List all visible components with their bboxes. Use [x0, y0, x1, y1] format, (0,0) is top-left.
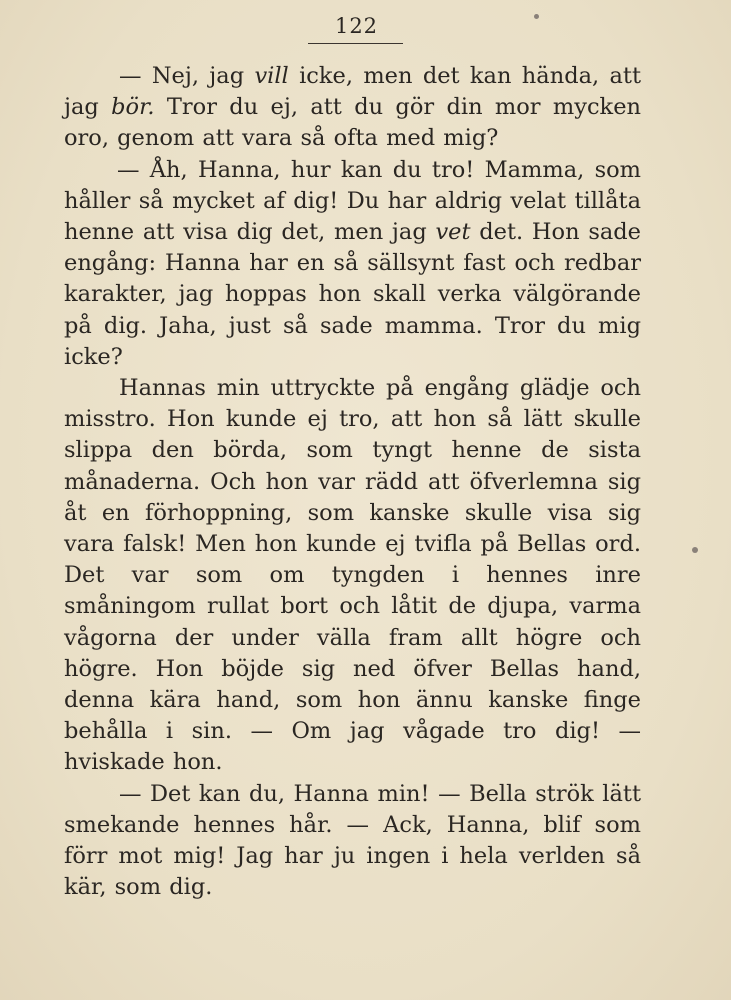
text-run: icke, men det kan hända, att jag [64, 63, 641, 121]
emphasis-text: vill [254, 63, 289, 89]
text-run: Tror du ej, att du gör din mor mycken oro, genom att vara så ofta med mig? [64, 94, 642, 152]
paragraph [64, 779, 641, 904]
paragraph [64, 373, 641, 779]
text-run: — Nej, jag [119, 63, 255, 89]
text-run: — Det kan du, Hanna min! — Bella strök lätt smekande hennes hår. — Ack, Hanna, blif som förr mot mig! Jag har ju ingen i hela verlden så kär, som dig. [64, 780, 641, 901]
text-run: — Åh, Hanna, hur kan du tro! Mamma, som håller så mycket af dig! Du har aldrig velat tillåta henne att visa dig det, men jag [64, 156, 641, 246]
paragraph [64, 155, 641, 373]
paper-speck [534, 14, 539, 19]
page-number: 122 [334, 14, 379, 38]
emphasis-text: bör. [111, 94, 155, 121]
emphasis-text: vet [435, 219, 471, 246]
text-run: Hannas min uttryckte på engång glädje och misstro. Hon kunde ej tro, att hon så lätt skulle slippa den börda, som tyngt henne de sista månaderna. Och hon var rädd att öfverlemna sig åt en förhoppning, som kanske skulle visa sig vara falsk! Men hon kunde ej tvifla på Bellas ord. Det var som om tyngden i hennes inre småningom rullat bort och låtit de djupa, varma vågorna der under välla fram allt högre och högre. Hon böjde sig ned öfver Bellas hand, denna kära hand, som hon ännu kanske finge behålla i sin. — Om jag vågade tro dig! — hviskade hon. [64, 375, 641, 776]
text-run: det. Hon sade engång: Hanna har en så sällsynt fast och redbar karakter, jag hoppas hon skall verka välgörande på dig. Jaha, just så sade mamma. Tror du mig icke? [64, 219, 641, 370]
paragraph [64, 61, 641, 155]
body-text [64, 61, 641, 903]
header-rule [308, 43, 403, 44]
paper-speck [692, 547, 698, 553]
